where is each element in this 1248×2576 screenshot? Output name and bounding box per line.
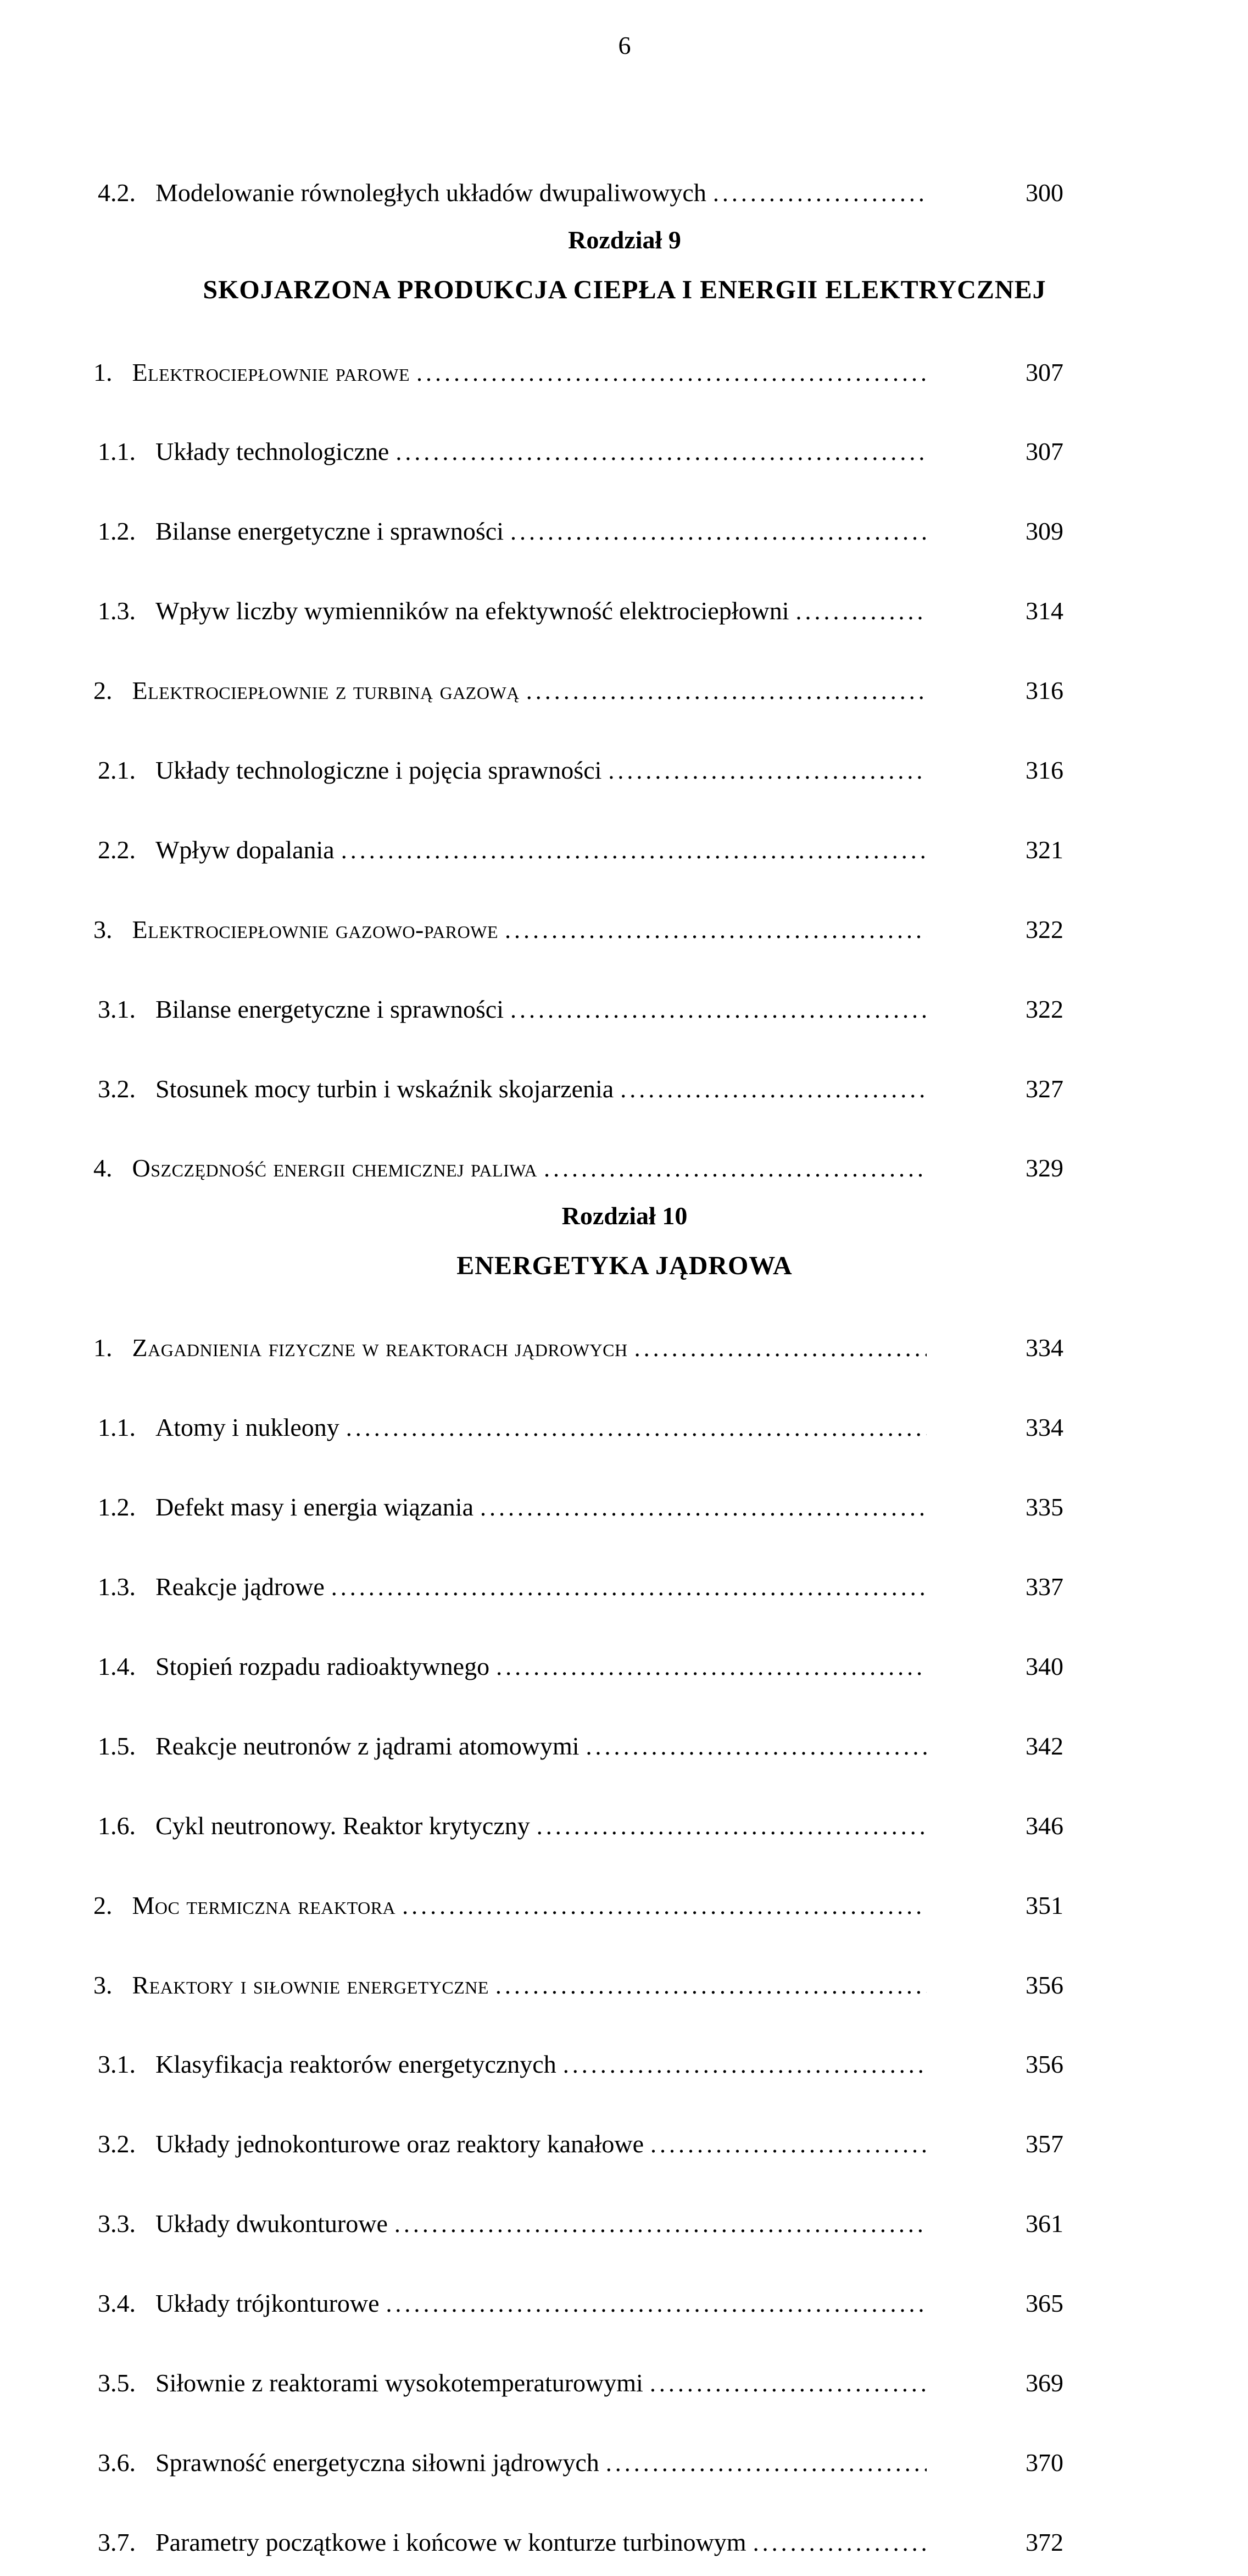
dot-leader-icon — [526, 676, 927, 706]
entry-title: Elektrociepłownie gazowo-parowe — [132, 915, 498, 943]
entry-page-number: 342 — [1026, 1731, 1063, 1760]
dot-leader-icon — [634, 1334, 927, 1363]
dot-leader-icon — [346, 1413, 927, 1442]
dot-leader-icon — [606, 2449, 927, 2478]
entry-page-number: 307 — [1026, 358, 1063, 386]
entry-page-number: 309 — [1026, 517, 1063, 546]
entry-page-number: 335 — [1026, 1493, 1063, 1522]
dot-leader-icon — [753, 2528, 927, 2557]
entry-title: Oszczędność energii chemicznej paliwa — [132, 1154, 537, 1182]
entry-number: 1. — [93, 1334, 113, 1362]
entry-number: 1.6. — [98, 1811, 136, 1840]
entry-page-number: 322 — [1026, 915, 1063, 943]
entry-title: Sprawność energetyczna siłowni jądrowych — [155, 2448, 599, 2477]
toc-entry — [93, 645, 1156, 706]
entry-page-number: 357 — [1026, 2130, 1063, 2158]
dot-leader-icon — [796, 597, 927, 626]
entry-page-number: 329 — [1026, 1154, 1063, 1182]
entry-number: 3.2. — [98, 2130, 136, 2158]
dot-leader-icon — [608, 756, 927, 785]
entry-number: 4.2. — [98, 178, 136, 207]
toc-entry — [93, 326, 1156, 387]
toc-entry — [93, 1043, 1156, 1104]
entry-title: Atomy i nukleony — [155, 1413, 339, 1442]
toc-entry — [93, 1780, 1156, 1841]
entry-number: 3.6. — [98, 2448, 136, 2477]
dot-leader-icon — [395, 437, 927, 467]
entry-title: Defekt masy i energia wiązania — [155, 1493, 473, 1522]
entry-page-number: 351 — [1026, 1891, 1063, 1919]
entry-number: 1.1. — [98, 437, 136, 466]
entry-title: Elektrociepłownie parowe — [132, 358, 410, 386]
entry-page-number: 334 — [1026, 1334, 1063, 1362]
toc-entry — [93, 1302, 1156, 1363]
toc-entry — [93, 1700, 1156, 1761]
entry-title: Cykl neutronowy. Reaktor krytyczny — [155, 1811, 530, 1840]
dot-leader-icon — [537, 1812, 927, 1841]
entry-page-number: 316 — [1026, 756, 1063, 785]
toc-list — [93, 147, 1156, 2557]
toc-entry — [93, 565, 1156, 626]
entry-title: Układy trójkonturowe — [155, 2289, 380, 2318]
entry-page-number: 322 — [1026, 995, 1063, 1023]
entry-number: 3.3. — [98, 2209, 136, 2238]
entry-page-number: 307 — [1026, 437, 1063, 466]
dot-leader-icon — [620, 1075, 927, 1104]
toc-entry — [93, 2178, 1156, 2239]
entry-number: 1.1. — [98, 1413, 136, 1442]
page-number: 6 — [618, 31, 631, 59]
dot-leader-icon — [510, 517, 927, 546]
entry-title: Elektrociepłownie z turbiną gazową — [132, 676, 520, 705]
toc-entry — [93, 1939, 1156, 2000]
entry-number: 1.2. — [98, 517, 136, 546]
entry-page-number: 361 — [1026, 2209, 1063, 2238]
entry-title: Bilanse energetyczne i sprawności — [155, 995, 504, 1023]
dot-leader-icon — [505, 915, 927, 945]
entry-title: Modelowanie równoległych układów dwupaliwowych — [155, 178, 706, 207]
entry-title: Wpływ liczby wymienników na efektywność elektrociepłowni — [155, 597, 789, 625]
entry-number: 2. — [93, 1891, 113, 1919]
entry-page-number: 365 — [1026, 2289, 1063, 2318]
entry-title: Reakcje neutronów z jądrami atomowymi — [155, 1731, 580, 1760]
dot-leader-icon — [563, 2050, 927, 2079]
toc-entry — [93, 2257, 1156, 2318]
toc-entry — [93, 147, 1156, 208]
entry-page-number: 372 — [1026, 2528, 1063, 2556]
dot-leader-icon — [650, 2130, 927, 2159]
entry-page-number: 356 — [1026, 2050, 1063, 2079]
entry-number: 2.1. — [98, 756, 136, 785]
entry-title: Układy technologiczne i pojęcia sprawności — [155, 756, 602, 785]
dot-leader-icon — [713, 179, 927, 208]
entry-number: 3.2. — [98, 1074, 136, 1103]
toc-entry — [93, 1122, 1156, 1183]
entry-page-number: 369 — [1026, 2369, 1063, 2397]
entry-number: 4. — [93, 1154, 113, 1182]
entry-page-number: 340 — [1026, 1652, 1063, 1680]
toc-entry — [93, 2098, 1156, 2159]
dot-leader-icon — [341, 836, 927, 865]
entry-number: 3.1. — [98, 995, 136, 1023]
dot-leader-icon — [650, 2369, 927, 2398]
toc-entry — [93, 724, 1156, 785]
dot-leader-icon — [586, 1732, 927, 1761]
toc-entry — [93, 1461, 1156, 1522]
entry-page-number: 314 — [1026, 597, 1063, 625]
toc-entry — [93, 485, 1156, 546]
entry-number: 2.2. — [98, 835, 136, 864]
entry-page-number: 356 — [1026, 1970, 1063, 1999]
entry-title: Siłownie z reaktorami wysokotemperaturowymi — [155, 2369, 643, 2397]
entry-title: Bilanse energetyczne i sprawności — [155, 517, 504, 546]
entry-number: 3. — [93, 915, 113, 943]
entry-number: 1. — [93, 358, 113, 386]
entry-title: Zagadnienia fizyczne w reaktorach jądrowych — [132, 1334, 628, 1362]
dot-leader-icon — [416, 358, 927, 387]
chapter-title: ENERGETYKA JĄDROWA — [456, 1251, 793, 1281]
chapter-label: Rozdział 9 — [568, 226, 681, 254]
dot-leader-icon — [544, 1154, 927, 1183]
dot-leader-icon — [496, 1652, 927, 1681]
dot-leader-icon — [495, 1971, 927, 2000]
entry-title: Parametry początkowe i końcowe w konturze turbinowym — [155, 2528, 746, 2556]
toc-entry — [93, 1859, 1156, 1920]
entry-number: 1.3. — [98, 1573, 136, 1601]
toc-entry — [93, 884, 1156, 945]
chapter-label: Rozdział 10 — [561, 1202, 688, 1230]
toc-entry — [93, 804, 1156, 865]
entry-page-number: 346 — [1026, 1811, 1063, 1840]
dot-leader-icon — [510, 995, 927, 1024]
entry-number: 3.1. — [98, 2050, 136, 2079]
dot-leader-icon — [331, 1573, 927, 1602]
toc-entry — [93, 1541, 1156, 1602]
entry-page-number: 337 — [1026, 1573, 1063, 1601]
toc-entry — [93, 2018, 1156, 2079]
toc-entry — [93, 2417, 1156, 2478]
entry-title: Układy jednokonturowe oraz reaktory kanałowe — [155, 2130, 644, 2158]
entry-title: Stosunek mocy turbin i wskaźnik skojarzenia — [155, 1074, 614, 1103]
toc-entry — [93, 2337, 1156, 2398]
entry-page-number: 334 — [1026, 1413, 1063, 1442]
entry-number: 1.2. — [98, 1493, 136, 1522]
entry-number: 3.4. — [98, 2289, 136, 2318]
dot-leader-icon — [480, 1493, 927, 1522]
entry-title: Reaktory i siłownie energetyczne — [132, 1970, 489, 1999]
toc-entry — [93, 1620, 1156, 1681]
entry-title: Wpływ dopalania — [155, 835, 335, 864]
entry-page-number: 300 — [1026, 178, 1063, 207]
chapter-title: SKOJARZONA PRODUKCJA CIEPŁA I ENERGII ELEKTRYCZNEJ — [203, 275, 1046, 305]
dot-leader-icon — [394, 2209, 927, 2239]
toc-entry — [93, 963, 1156, 1024]
entry-title: Stopień rozpadu radioaktywnego — [155, 1652, 490, 1680]
entry-number: 3.5. — [98, 2369, 136, 2397]
entry-title: Układy technologiczne — [155, 437, 389, 466]
entry-page-number: 370 — [1026, 2448, 1063, 2477]
entry-title: Klasyfikacja reaktorów energetycznych — [155, 2050, 556, 2079]
dot-leader-icon — [402, 1891, 927, 1920]
entry-number: 1.3. — [98, 597, 136, 625]
entry-number: 1.4. — [98, 1652, 136, 1680]
dot-leader-icon — [386, 2289, 927, 2318]
toc-entry — [93, 406, 1156, 467]
entry-number: 1.5. — [98, 1731, 136, 1760]
entry-title: Układy dwukonturowe — [155, 2209, 388, 2238]
toc-entry — [93, 1381, 1156, 1442]
entry-page-number: 321 — [1026, 835, 1063, 864]
entry-title: Reakcje jądrowe — [155, 1573, 325, 1601]
toc-entry — [93, 2496, 1156, 2557]
entry-page-number: 327 — [1026, 1074, 1063, 1103]
entry-number: 3.7. — [98, 2528, 136, 2556]
entry-title: Moc termiczna reaktora — [132, 1891, 396, 1919]
entry-number: 3. — [93, 1970, 113, 1999]
entry-number: 2. — [93, 676, 113, 705]
entry-page-number: 316 — [1026, 676, 1063, 705]
